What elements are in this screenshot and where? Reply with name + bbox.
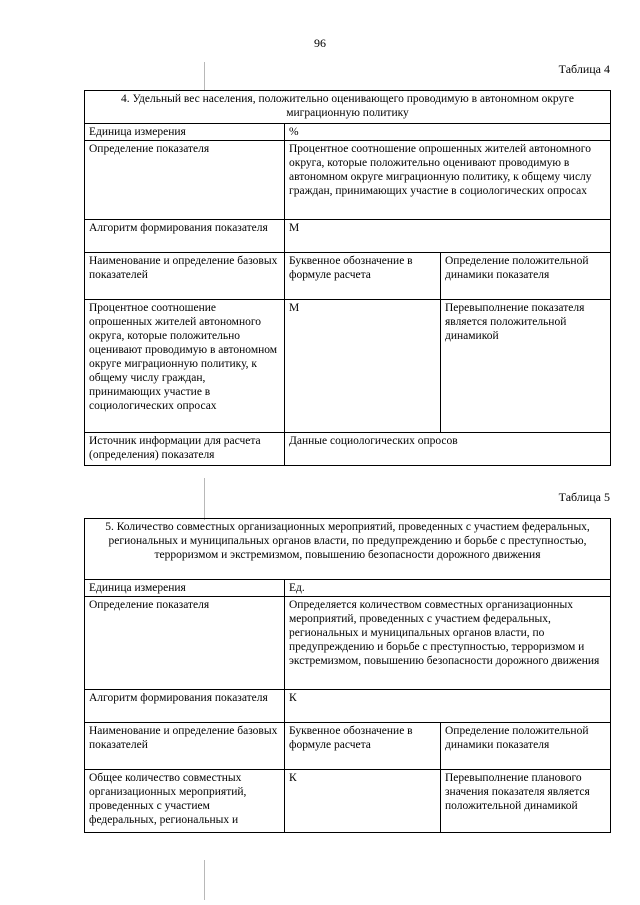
definition-value: Определяется количеством совместных организационных мероприятий, проведенных с участием федеральных, региональных и муниципальных органов власти, по предупреждению и борьбе с преступностью, терроризмом и экстремизмом, повышению безопасности дорожного движения — [285, 597, 611, 690]
unit-value: Ед. — [285, 580, 611, 597]
column-header-dynamics: Определение положительной динамики показателя — [441, 723, 611, 770]
base-indicator-dynamics: Перевыполнение показателя является положительной динамикой — [441, 300, 611, 433]
table-4 — [84, 90, 611, 466]
unit-label: Единица измерения — [85, 580, 285, 597]
algorithm-label: Алгоритм формирования показателя — [85, 690, 285, 723]
table-4-title: 4. Удельный вес населения, положительно оценивающего проводимую в автономном округе миграционную политику — [85, 91, 611, 124]
base-indicator-letter: К — [285, 770, 441, 833]
table-4-caption: Таблица 4 — [558, 62, 610, 76]
table-5-title: 5. Количество совместных организационных мероприятий, проведенных с участием федеральных, региональных и муниципальных органов власти, по предупреждению и борьбе с преступностью, терроризмом и экстремизмом, повышению безопасности дорожного движения — [85, 519, 611, 580]
table-5 — [84, 518, 611, 833]
column-header-base: Наименование и определение базовых показателей — [85, 723, 285, 770]
scan-line-artifact — [204, 62, 205, 90]
column-header-base: Наименование и определение базовых показателей — [85, 253, 285, 300]
algorithm-value: М — [285, 220, 611, 253]
base-indicator-name: Общее количество совместных организационных мероприятий, проведенных с участием федеральных, региональных и — [85, 770, 285, 833]
scan-line-artifact — [204, 860, 205, 900]
base-indicator-dynamics: Перевыполнение планового значения показателя является положительной динамикой — [441, 770, 611, 833]
page-number: 96 — [314, 36, 326, 50]
base-indicator-letter: М — [285, 300, 441, 433]
table-5-caption: Таблица 5 — [558, 490, 610, 504]
source-value: Данные социологических опросов — [285, 433, 611, 466]
definition-label: Определение показателя — [85, 141, 285, 220]
unit-value: % — [285, 124, 611, 141]
source-label: Источник информации для расчета (определения) показателя — [85, 433, 285, 466]
scan-line-artifact — [204, 478, 205, 520]
definition-value: Процентное соотношение опрошенных жителей автономного округа, которые положительно оценивают проводимую в автономном округе миграционную политику, к общему числу граждан, принимающих участие в социологических опросах — [285, 141, 611, 220]
column-header-letter: Буквенное обозначение в формуле расчета — [285, 723, 441, 770]
base-indicator-name: Процентное соотношение опрошенных жителей автономного округа, которые положительно оценивают проводимую в автономном округе миграционную политику, к общему числу граждан, принимающих участие в социологических опросах — [85, 300, 285, 433]
algorithm-label: Алгоритм формирования показателя — [85, 220, 285, 253]
column-header-letter: Буквенное обозначение в формуле расчета — [285, 253, 441, 300]
algorithm-value: К — [285, 690, 611, 723]
column-header-dynamics: Определение положительной динамики показателя — [441, 253, 611, 300]
unit-label: Единица измерения — [85, 124, 285, 141]
definition-label: Определение показателя — [85, 597, 285, 690]
